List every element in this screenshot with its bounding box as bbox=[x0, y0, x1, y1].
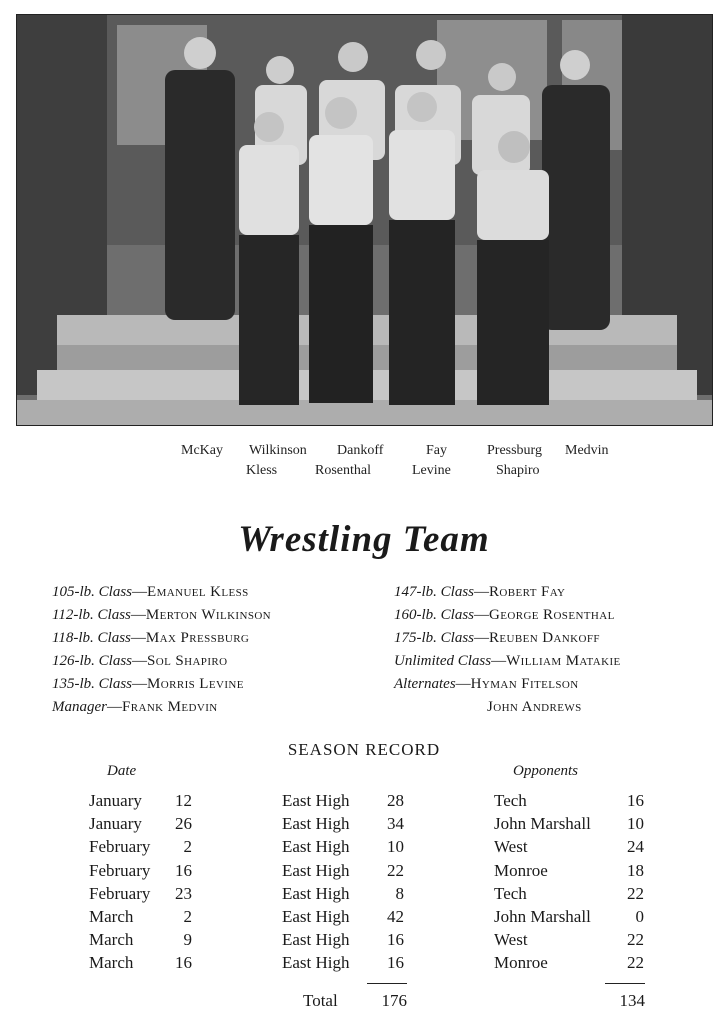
roster-entry-147: 147-lb. Class—Robert Fay bbox=[394, 584, 566, 600]
team-total: 176 bbox=[381, 991, 407, 1010]
roster-name: Max Pressburg bbox=[145, 630, 250, 646]
caption-kless: Kless bbox=[246, 463, 278, 478]
opponents-column-header: Opponents bbox=[513, 763, 578, 779]
caption-shapiro: Shapiro bbox=[496, 463, 540, 478]
team-score: 22 bbox=[387, 861, 404, 880]
roster-name: Morris Levine bbox=[147, 676, 244, 692]
roster-entry-112: 112-lb. Class—Merton Wilkinson bbox=[52, 607, 272, 623]
opponent-score: 10 bbox=[627, 814, 644, 833]
roster-entry-135: 135-lb. Class—Morris Levine bbox=[52, 676, 244, 692]
roster-class: Alternates bbox=[394, 676, 456, 692]
roster-name: Sol Shapiro bbox=[147, 653, 228, 669]
page-title: Wrestling Team bbox=[238, 519, 490, 560]
roster-entry-alternate-2 bbox=[487, 699, 582, 716]
roster-name: Robert Fay bbox=[489, 584, 566, 600]
team-name: East High bbox=[282, 791, 350, 810]
team-name: East High bbox=[282, 953, 350, 972]
roster-entry-126: 126-lb. Class—Sol Shapiro bbox=[52, 653, 228, 669]
roster-name: Merton Wilkinson bbox=[145, 607, 272, 623]
game-day: 16 bbox=[175, 953, 192, 972]
team-name: East High bbox=[282, 884, 350, 903]
season-record-title: SEASON RECORD bbox=[287, 740, 441, 759]
game-month: February bbox=[89, 837, 151, 856]
game-day: 16 bbox=[175, 861, 192, 880]
game-day: 2 bbox=[183, 907, 192, 926]
game-month: January bbox=[89, 791, 142, 810]
team-score: 42 bbox=[387, 907, 404, 926]
opponent-name: Monroe bbox=[494, 953, 548, 972]
opponent-score: 22 bbox=[627, 953, 644, 972]
game-month: March bbox=[89, 930, 134, 949]
roster-class: 118-lb. Class bbox=[52, 630, 131, 646]
roster-entry-160: 160-lb. Class—George Rosenthal bbox=[394, 607, 615, 623]
roster-name: Reuben Dankoff bbox=[489, 630, 600, 646]
roster-class: 160-lb. Class bbox=[394, 607, 475, 623]
opponent-name: Tech bbox=[494, 791, 527, 810]
game-day: 2 bbox=[183, 837, 192, 856]
game-day: 9 bbox=[183, 930, 192, 949]
caption-fay: Fay bbox=[426, 443, 447, 458]
game-day: 26 bbox=[175, 814, 192, 833]
roster-class: Unlimited Class bbox=[394, 653, 492, 669]
team-score: 10 bbox=[387, 837, 404, 856]
roster-class: 135-lb. Class bbox=[52, 676, 133, 692]
opponent-score: 0 bbox=[635, 907, 644, 926]
team-name: East High bbox=[282, 930, 350, 949]
opponent-total: 134 bbox=[619, 991, 645, 1010]
roster-entry-175: 175-lb. Class—Reuben Dankoff bbox=[394, 630, 600, 646]
roster-name: Frank Medvin bbox=[122, 699, 218, 715]
caption-mckay: McKay bbox=[181, 443, 223, 458]
opponent-score: 24 bbox=[627, 837, 644, 856]
game-month: January bbox=[89, 814, 142, 833]
caption-wilkinson: Wilkinson bbox=[249, 443, 307, 458]
opponent-score: 22 bbox=[627, 930, 644, 949]
game-month: February bbox=[89, 884, 151, 903]
roster-entry-alternates: Alternates—Hyman Fitelson bbox=[394, 676, 579, 692]
team-score: 16 bbox=[387, 930, 404, 949]
game-day: 23 bbox=[175, 884, 192, 903]
roster-class: Manager bbox=[52, 699, 107, 715]
date-column-header: Date bbox=[107, 763, 137, 779]
team-total-rule bbox=[367, 983, 407, 984]
roster-class: 175-lb. Class bbox=[394, 630, 475, 646]
team-name: East High bbox=[282, 861, 350, 880]
caption-medvin: Medvin bbox=[565, 443, 609, 458]
roster-name: George Rosenthal bbox=[489, 607, 615, 623]
roster-class: 147-lb. Class bbox=[394, 584, 475, 600]
roster-name: Hyman Fitelson bbox=[470, 676, 579, 692]
opponent-name: John Marshall bbox=[494, 907, 591, 926]
team-name: East High bbox=[282, 814, 350, 833]
caption-pressburg: Pressburg bbox=[487, 443, 542, 458]
team-photo-drawing bbox=[17, 15, 712, 425]
team-name: East High bbox=[282, 837, 350, 856]
roster-entry-105: 105-lb. Class—Emanuel Kless bbox=[52, 584, 249, 600]
team-photograph bbox=[16, 14, 713, 426]
roster-name: William Matakie bbox=[506, 653, 621, 669]
opponent-score: 22 bbox=[627, 884, 644, 903]
roster-class: 126-lb. Class bbox=[52, 653, 133, 669]
roster-entry-unlimited: Unlimited Class—William Matakie bbox=[394, 653, 621, 669]
roster-name: John Andrews bbox=[487, 699, 582, 715]
team-score: 34 bbox=[387, 814, 404, 833]
game-month: March bbox=[89, 907, 134, 926]
roster-name: Emanuel Kless bbox=[147, 584, 249, 600]
team-score: 28 bbox=[387, 791, 404, 810]
game-day: 12 bbox=[175, 791, 192, 810]
game-month: February bbox=[89, 861, 151, 880]
opponent-name: John Marshall bbox=[494, 814, 591, 833]
team-score: 16 bbox=[387, 953, 404, 972]
roster-entry-manager: Manager—Frank Medvin bbox=[52, 699, 218, 715]
caption-rosenthal: Rosenthal bbox=[315, 463, 371, 478]
caption-dankoff: Dankoff bbox=[337, 443, 384, 458]
opponent-score: 18 bbox=[627, 861, 644, 880]
opponent-score: 16 bbox=[627, 791, 644, 810]
roster-class: 105-lb. Class bbox=[52, 584, 133, 600]
roster-class: 112-lb. Class bbox=[52, 607, 131, 623]
game-month: March bbox=[89, 953, 134, 972]
caption-levine: Levine bbox=[412, 463, 451, 478]
opponent-name: West bbox=[494, 837, 528, 856]
opponent-name: Monroe bbox=[494, 861, 548, 880]
opponent-name: West bbox=[494, 930, 528, 949]
opponent-name: Tech bbox=[494, 884, 527, 903]
team-score: 8 bbox=[395, 884, 404, 903]
team-name: East High bbox=[282, 907, 350, 926]
roster-entry-118: 118-lb. Class—Max Pressburg bbox=[52, 630, 250, 646]
opponent-total-rule bbox=[605, 983, 645, 984]
total-label: Total bbox=[303, 991, 338, 1010]
